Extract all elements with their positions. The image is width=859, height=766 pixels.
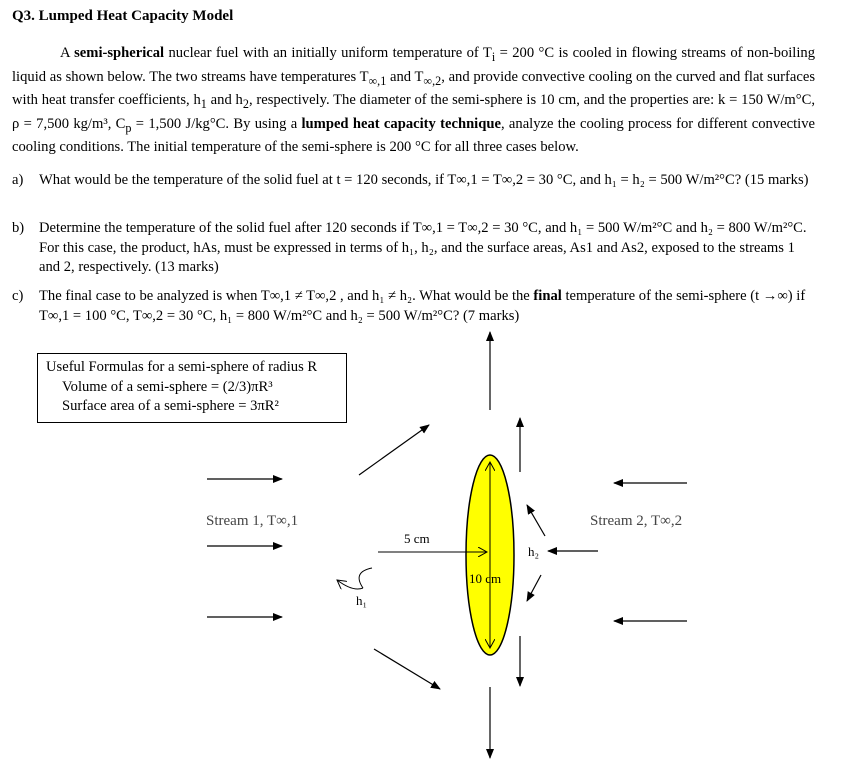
formula-heading: Useful Formulas for a semi-sphere of radius R	[46, 359, 318, 375]
question-title: Q3. Lumped Heat Capacity Model	[12, 8, 234, 24]
stream1-label: Stream 1, T∞,1	[206, 513, 299, 529]
question-label: b)	[12, 220, 25, 236]
problem-statement: A semi-spherical nuclear fuel with an initially uniform temperature of $T_i = 200$ °C is cooled in flowing streams of non-boiling liquid as shown below. The two streams have temperatures $T_{\infty,1}$ and $T_{\infty,2}$, and provide convective cooling on the curved and flat surfaces with heat transfer coefficients, $h_1$ and $h_2$, respectively. The diameter of the semi-sphere is 10 cm, and the properties are: k = 150 W/m°C, ρ = 7,500 kg/m³, $C_p = 1,500$ J/kg°C. By using a lumped heat capacity technique, analyze the cooling process for different convective cooling conditions. The initial temperature of the semi-sphere is 200 °C for all three cases below.	[12, 45, 815, 155]
formula-volume: Volume of a semi-sphere = (2/3)πR³	[62, 378, 273, 395]
flow-arrow	[374, 649, 440, 689]
radius-label: 5 cm	[404, 531, 430, 546]
h1-arrow	[359, 568, 372, 588]
question-label: c)	[12, 288, 24, 304]
formula-area: Surface area of a semi-sphere = 3πR²	[62, 398, 279, 415]
question-label: a)	[12, 172, 24, 188]
question-text: The final case to be analyzed is when T∞,1 ≠ T∞,2 , and h₁ ≠ h₂. What would be the final temperature of the semi-sphere (t →∞) if T∞,1 = 100 °C, T∞,2 = 30 °C, h₁ = 800 W/m²°C and h₂ = 500 W/m²°C? (7 marks)	[39, 288, 806, 324]
h1-label: h₁	[356, 593, 368, 608]
h2-label: h₂	[528, 544, 540, 559]
question-text: Determine the temperature of the solid fuel after 120 seconds if T∞,1 = T∞,2 = 30 °C, and h₁ = 500 W/m²°C and h₂ = 800 W/m²°C. For this case, the product, hAs, must be expressed in terms of h₁, h₂, and the surface areas, As1 and As2, exposed to the streams 1 and 2, respectively. (13 marks)	[39, 220, 807, 276]
stream2-label: Stream 2, T∞,2	[590, 513, 683, 529]
flow-arrow	[359, 425, 429, 475]
question-text: What would be the temperature of the solid fuel at t = 120 seconds, if T∞,1 = T∞,2 = 30 °C, and h₁ = h₂ = 500 W/m²°C? (15 marks)	[39, 172, 809, 188]
stream2-arrow	[527, 575, 541, 601]
stream2-arrow	[527, 505, 545, 536]
diameter-label: 10 cm	[469, 571, 502, 586]
